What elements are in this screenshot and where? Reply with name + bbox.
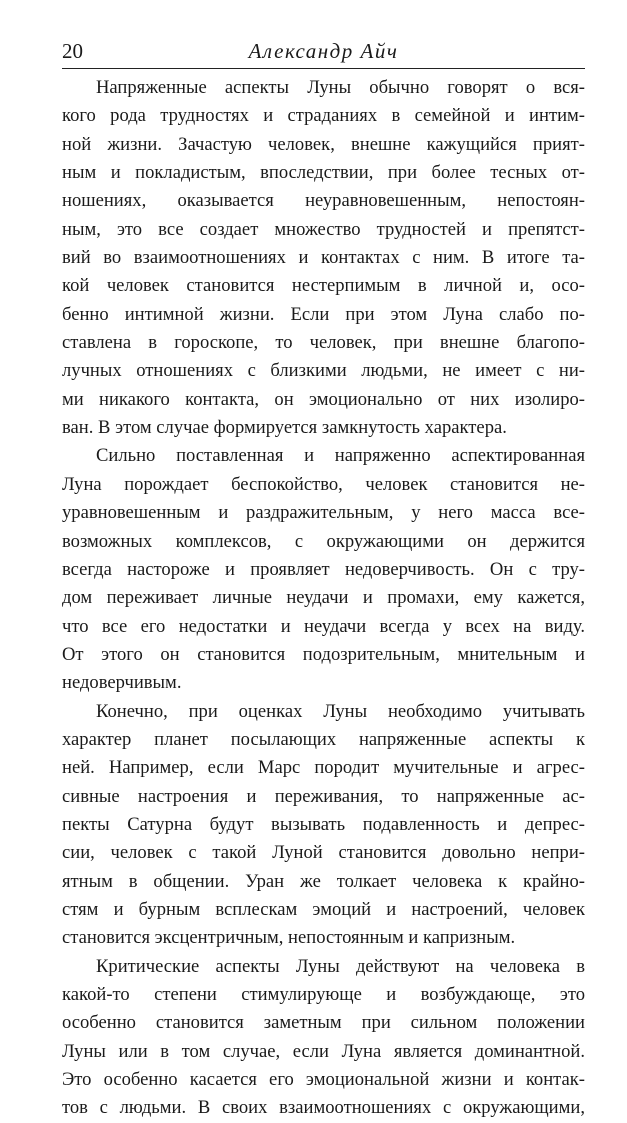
text-line: характер планет посылающих напряженные аспекты к <box>62 728 585 750</box>
text-line: ван. В этом случае формируется замкнутость характера. <box>62 417 507 439</box>
text-line: Это особенно касается его эмоциональной жизни и контак- <box>62 1069 585 1091</box>
text-line: какой-то степени стимулирующе и возбуждающе, это <box>62 984 585 1005</box>
text-line: что все его недостатки и неудачи всегда у всех на виду. <box>62 615 585 637</box>
text-line: дом переживает личные неудачи и промахи, ему кажется, <box>62 587 585 609</box>
text-line: сивные настроения и переживания, то напряженные ас- <box>62 785 585 807</box>
text-line: сии, человек с такой Луной становится довольно непри- <box>62 842 585 864</box>
text-line: вий во взаимоотношениях и контактах с ним. В итоге та- <box>62 247 585 269</box>
text-line: лучных отношениях с близкими людьми, не имеет с ни- <box>62 360 585 382</box>
text-line: тов с людьми. В своих взаимоотношениях с окружающими, <box>62 1097 585 1119</box>
page-number: 20 <box>62 39 83 63</box>
text-line: особенно становится заметным при сильном положении <box>62 1012 585 1034</box>
paragraph <box>62 442 585 697</box>
text-line: ным и покладистым, впоследствии, при более тесных от- <box>62 162 585 184</box>
text-line: ставлена в гороскопе, то человек, при внешне благопо- <box>62 332 585 354</box>
text-line: Конечно, при оценках Луны необходимо учитывать <box>96 700 585 722</box>
text-line: ятным в общении. Уран же толкает человека к крайно- <box>62 870 585 892</box>
body-text <box>62 74 585 1123</box>
text-line: ми никакого контакта, он эмоционально от них изолиро- <box>62 388 585 410</box>
paragraph <box>62 74 585 442</box>
text-line: От этого он становится подозрительным, мнительным и <box>62 643 585 665</box>
text-line: Луна порождает беспокойство, человек становится не- <box>62 473 585 495</box>
text-line: кой человек становится нестерпимым в личной и, осо- <box>62 275 585 297</box>
text-line: Напряженные аспекты Луны обычно говорят о вся- <box>96 77 585 98</box>
text-line: стям и бурным всплескам эмоций и настроений, человек <box>62 898 585 920</box>
text-line: становится эксцентричным, непостоянным и капризным. <box>62 927 516 949</box>
paragraph <box>62 953 585 1123</box>
text-line: недоверчивым. <box>62 672 182 694</box>
page-header <box>62 38 585 69</box>
text-line: ношениях, оказывается неуравновешенным, непостоян- <box>62 190 585 212</box>
text-line: возможных комплексов, с окружающими он держится <box>62 530 585 552</box>
text-line: ным, это все создает множество трудностей и препятст- <box>62 218 585 240</box>
text-line: уравновешенным и раздражительным, у него масса все- <box>62 502 585 524</box>
text-line: пекты Сатурна будут вызывать подавленность и депрес- <box>62 813 585 835</box>
text-line: всегда настороже и проявляет недоверчивость. Он с тру- <box>62 558 585 580</box>
text-line: Луны или в том случае, если Луна является доминантной. <box>62 1040 585 1062</box>
text-line: ной жизни. Зачастую человек, внешне кажущийся прият- <box>62 133 585 155</box>
text-line: бенно интимной жизни. Если при этом Луна слабо по- <box>62 303 585 325</box>
running-head: Александр Айч <box>248 39 399 63</box>
text-line: Критические аспекты Луны действуют на человека в <box>96 955 585 977</box>
text-line: ней. Например, если Марс породит мучительные и агрес- <box>62 757 585 779</box>
paragraph <box>62 698 585 953</box>
text-line: Сильно поставленная и напряженно аспектированная <box>96 445 585 467</box>
text-line: кого рода трудностях и страданиях в семейной и интим- <box>62 105 585 127</box>
